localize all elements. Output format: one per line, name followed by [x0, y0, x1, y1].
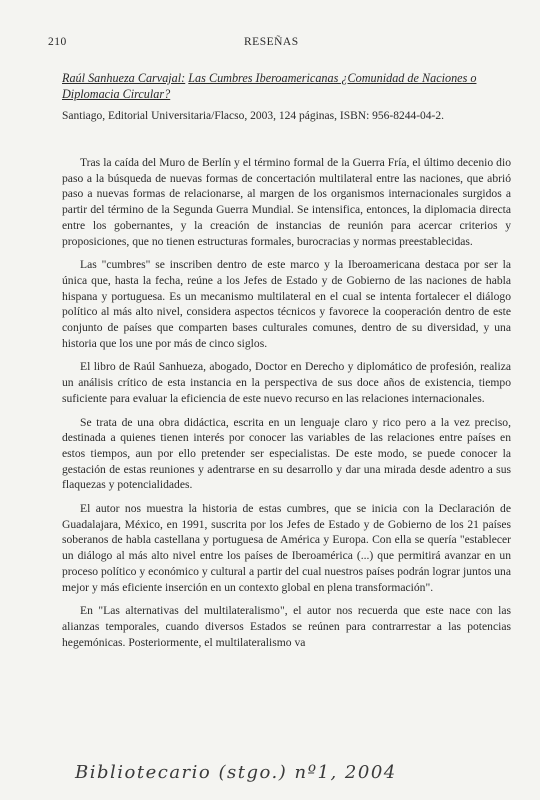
- paragraph: El autor nos muestra la historia de estas cumbres, que se inicia con la Declaración de Guadalajara, México, en 1991, suscrita por los Jefes de Estado y de Gobierno de los 21 países soberanos de habla castellana y portuguesa de América y Europa. Con ella se quería "establecer un diálogo al más alto nivel entre los países de Iberoamérica (...) que permitirá avanzar en un proceso político y económico y cultural a partir del cual nuestros países podrán lograr juntos una mejor y más eficiente inserción en un contexto global en plena transformación".: [62, 502, 511, 594]
- paragraph: Tras la caída del Muro de Berlín y el término formal de la Guerra Fría, el último decenio dio paso a la búsqueda de nuevas formas de concertación multilateral entre las naciones, que abrió paso a nuevas formas de relacionarse, al margen de los organismos internacionales surgidos a partir del término de la Segunda Guerra Mundial. Se intensifica, entonces, la diplomacia directa entre los gobernantes, y la creación de instancias de reunión para acercar criterios y proposiciones, que no tienen estructuras formales, burocracias y normas preestablecidas.: [62, 156, 511, 248]
- publication-info: Santiago, Editorial Universitaria/Flacso, 2003, 124 páginas, ISBN: 956-8244-04-2.: [62, 110, 444, 122]
- book-citation: [62, 71, 512, 102]
- book-author: Raúl Sanhueza Carvajal:: [62, 71, 186, 85]
- review-body: [62, 155, 511, 658]
- paragraph: Las "cumbres" se inscriben dentro de este marco y la Iberoamericana destaca por ser la única que, hasta la fecha, reúne a los Jefes de Estado y de Gobierno de las naciones de habla hispana y portuguesa. Es un mecanismo multilateral en el cual se intenta fortalecer el diálogo político al más alto nivel, considera aspectos técnicos y favorece la cooperación dentro de este conjunto de países que comparten bases culturales comunes, dentro de su diversidad, y una historia que los une por más de cinco siglos.: [62, 258, 511, 350]
- running-head: [48, 36, 510, 52]
- book-title: Las Cumbres Iberoamericanas ¿Comunidad de Naciones o Diplomacia Circular?: [62, 71, 477, 101]
- section-title: RESEÑAS: [244, 36, 299, 48]
- paragraph: El libro de Raúl Sanhueza, abogado, Doctor en Derecho y diplomático de profesión, realiza un análisis crítico de esta instancia en la perspectiva de sus doce años de existencia, tiempo suficiente para evaluar la eficiencia de este nuevo recurso en las relaciones internacionales.: [62, 360, 511, 405]
- page-number: 210: [48, 36, 67, 48]
- paragraph: Se trata de una obra didáctica, escrita en un lenguaje claro y rico pero a la vez preciso, destinada a quienes tienen interés por conocer las variables de las relaciones entre países en estos tiempos, aun por ello pretender ser especialistas. De este modo, se puede conocer la gestación de estas reuniones y adentrarse en su desarrollo y dar una mirada desde adentro a sus flaquezas y potencialidades.: [62, 415, 511, 492]
- handwritten-annotation: Bibliotecario (stgo.) nº1, 2004: [75, 762, 397, 783]
- paragraph: En "Las alternativas del multilateralismo", el autor nos recuerda que este nace con las alianzas temporales, cuando diversos Estados se reúnen para contrarrestar a las potencias hegemónicas. Posteriormente, el multilateralismo va: [62, 604, 511, 649]
